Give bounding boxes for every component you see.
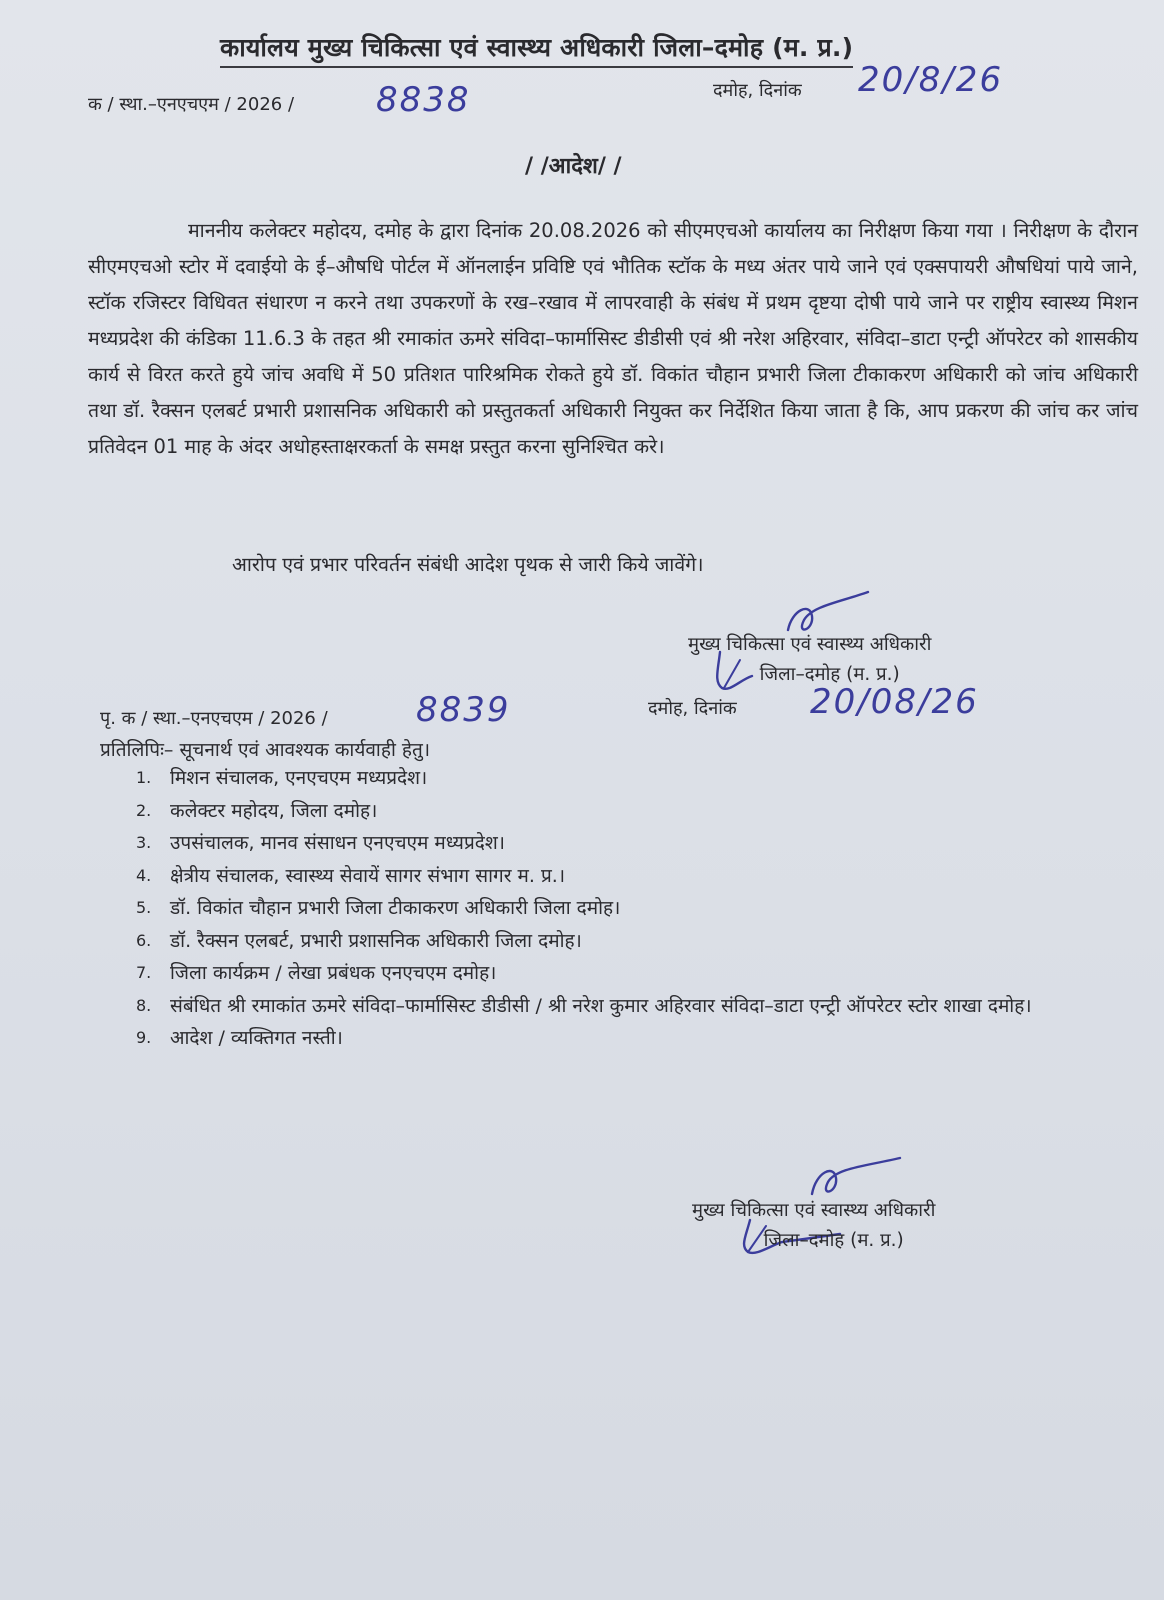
order-ref-number-handwritten: 8838 [376,80,471,120]
signature-2-block [692,1196,935,1256]
list-item: 9. आदेश / व्यक्तिगत नस्ती। [136,1027,343,1049]
list-item: 4. क्षेत्रीय संचालक, स्वास्थ्य सेवायें सागर संभाग सागर म. प्र.। [136,864,566,887]
signature-1-district: जिला–दमोह (म. प्र.) [759,664,900,685]
copy-date-handwritten: 20/08/26 [810,682,979,722]
copy-place-date-label: दमोह, दिनांक [648,698,737,719]
order-closing-line: आरोप एवं प्रभार परिवर्तन संबंधी आदेश पृथक से जारी किये जावेंगे। [232,553,704,576]
signature-2-designation: मुख्य चिकित्सा एवं स्वास्थ्य अधिकारी [692,1200,936,1221]
signature-1-designation: मुख्य चिकित्सा एवं स्वास्थ्य अधिकारी [688,634,932,655]
order-heading: / /आदेश/ / [525,154,622,179]
order-place-date-label: दमोह, दिनांक [713,80,802,101]
copy-ref-number-handwritten: 8839 [416,690,511,730]
order-body [88,213,1138,465]
list-item: 1. मिशन संचालक, एनएचएम मध्यप्रदेश। [136,767,428,789]
signature-1-block [688,630,931,690]
list-item: 5. डॉ. विकांत चौहान प्रभारी जिला टीकाकरण अधिकारी जिला दमोह। [136,897,621,919]
recipient-list [136,762,1136,1055]
list-item: 8. संबंधित श्री रमाकांत ऊमरे संविदा–फार्मासिस्ट डीडीसी / श्री नरेश कुमार अहिरवार संविदा–डाटा एन्ट्री ऑपरेटर स्टोर शाखा दमोह। [136,994,1032,1017]
order-date-handwritten: 20/8/26 [858,60,1004,100]
office-title: कार्यालय मुख्य चिकित्सा एवं स्वास्थ्य अधिकारी जिला–दमोह (म. प्र.) [220,30,853,68]
order-paragraph: माननीय कलेक्टर महोदय, दमोह के द्वारा दिनांक 20.08.2026 को सीएमएचओ कार्यालय का निरीक्षण किया गया । निरीक्षण के दौरान सीएमएचओ स्टोर में दवाईयो के ई–औषधि पोर्टल में ऑनलाईन प्रविष्टि एवं भौतिक स्टॉक के मध्य अंतर पाये जाने एवं एक्सपायरी औषधियां पाये जाने, स्टॉक रजिस्टर विधिवत संधारण न करने तथा उपकरणों के रख–रखाव में लापरवाही के संबंध में प्रथम दृष्टया दोषी पाये जाने पर राष्ट्रीय स्वास्थ्य मिशन मध्यप्रदेश की कंडिका 11.6.3 के तहत श्री रमाकांत ऊमरे संविदा–फार्मासिस्ट डीडीसी एवं श्री नरेश अहिरवार, संविदा–डाटा एन्ट्री ऑपरेटर को शासकीय कार्य से विरत करते हुये जांच अवधि में 50 प्रतिशत पारिश्रमिक रोकते हुये डॉ. विकांत चौहान प्रभारी जिला टीकाकरण अधिकारी को जांच अधिकारी तथा डॉ. रैक्सन एलबर्ट प्रभारी प्रशासनिक अधिकारी को प्रस्तुतकर्ता अधिकारी नियुक्त कर निर्देशित किया जाता है कि, आप प्रकरण की जांच कर जांच प्रतिवेदन 01 माह के अंदर अधोहस्ताक्षरकर्ता के समक्ष प्रस्तुत करना सुनिश्चित करे। [88,219,1138,458]
copy-label: प्रतिलिपिः– सूचनार्थ एवं आवश्यक कार्यवाही हेतु। [100,739,431,761]
list-item: 3. उपसंचालक, मानव संसाधन एनएचएम मध्यप्रदेश। [136,832,505,854]
list-item: 2. कलेक्टर महोदय, जिला दमोह। [136,799,378,822]
signature-2-district: जिला–दमोह (म. प्र.) [763,1230,904,1251]
copy-ref-prefix: पृ. क / स्था.–एनएचएम / 2026 / [100,708,328,729]
order-ref-prefix: क / स्था.–एनएचएम / 2026 / [88,94,295,115]
list-item: 7. जिला कार्यक्रम / लेखा प्रबंधक एनएचएम दमोह। [136,962,497,984]
list-item: 6. डॉ. रैक्सन एलबर्ट, प्रभारी प्रशासनिक अधिकारी जिला दमोह। [136,929,582,952]
